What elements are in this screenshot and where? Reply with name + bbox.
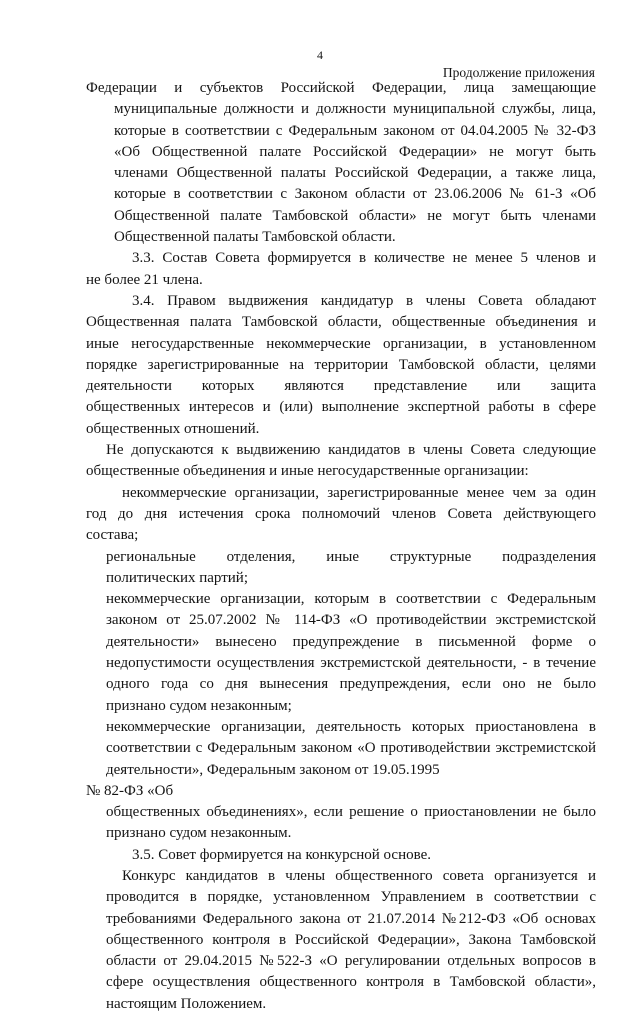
text-line: общественные объединения и иные негосударственные организации:	[86, 463, 529, 480]
paragraph-3-3: 3.3. Состав Совета формируется в количестве не менее 5 членов и	[132, 250, 596, 267]
text-line: общественных интересов и (или) выполнение экспертной работы в сфере	[86, 399, 596, 416]
text-line: Общественной палаты Тамбовской области.	[114, 229, 396, 246]
text-line: год до дня истечения срока полномочий членов Совета действующего	[86, 505, 596, 522]
text-line: общественных объединениях», если решение о приостановлении не было	[106, 804, 596, 821]
continuation-label: Продолжение приложения	[442, 65, 595, 80]
text-line: проводится в порядке, установленном Управлением в соответствии с	[106, 889, 596, 906]
text-line: политических партий;	[106, 569, 248, 586]
text-line: сфере осуществления общественного контроля в Тамбовской области»,	[106, 974, 596, 991]
text-line: деятельности» вынесено предупреждение в письменной форме о	[106, 633, 596, 650]
text-line: деятельности», Федеральным законом от 19.05.1995	[106, 761, 440, 778]
paragraph-3-4: 3.4. Правом выдвижения кандидатур в члены Совета обладают	[132, 292, 596, 309]
text-line: недопустимости осуществления экстремистской деятельности, - в течение	[106, 655, 596, 672]
text-line: соответствии с Федеральным законом «О противодействии экстремистской	[106, 740, 596, 757]
text-line: Не допускаются к выдвижению кандидатов в члены Совета следующие	[106, 442, 596, 459]
text-line: которые в соответствии с Законом области от 23.06.2006 № 61-З «Об	[114, 186, 596, 203]
text-line: признано судом незаконным;	[106, 697, 292, 714]
text-line: муниципальные должности и должности муниципальной службы, лица,	[114, 101, 596, 118]
list-item: некоммерческие организации, которым в соответствии с Федеральным	[106, 591, 596, 608]
text-line: членами Общественной палаты Российской Федерации, а также лица,	[114, 165, 596, 182]
text-line: иные негосударственные некоммерческие организации, в установленном	[86, 335, 596, 352]
text-line: Федерации и субъектов Российской Федерации, лица замещающие	[86, 80, 596, 96]
text-line: № 82-ФЗ «Об	[86, 782, 174, 799]
text-line: признано судом незаконным.	[106, 825, 292, 842]
text-line: общественного контроля в Российской Федерации», Закона Тамбовской	[106, 931, 596, 948]
page-number: 4	[317, 48, 323, 62]
list-item: некоммерческие организации, деятельность которых приостановлена в	[106, 718, 596, 735]
text-line: Конкурс кандидатов в члены общественного совета организуется и	[122, 867, 596, 884]
document-body	[86, 78, 596, 1015]
text-line: состава;	[86, 527, 139, 544]
text-line: Общественная палата Тамбовской области, общественные объединения и	[86, 314, 596, 331]
text-line: настоящим Положением.	[106, 995, 267, 1012]
text-line: деятельности которых являются представление или защита	[86, 378, 596, 395]
text-line: требованиями Федерального закона от 21.07.2014 №212-ФЗ «Об основах	[106, 910, 596, 927]
text-line: Общественной палате Тамбовской области» не могут быть членами	[114, 207, 596, 224]
text-line: «Об Общественной палате Российской Федерации» не могут быть	[114, 143, 596, 160]
text-line: общественных отношений.	[86, 420, 260, 437]
text-line: порядке зарегистрированные на территории Тамбовской области, целями	[86, 356, 596, 373]
text-line: одного года со дня вынесения предупреждения, если оно не было	[106, 676, 596, 693]
list-item: региональные отделения, иные структурные подразделения	[106, 548, 596, 565]
list-item: некоммерческие организации, зарегистрированные менее чем за один	[122, 484, 596, 501]
paragraph-3-5: 3.5. Совет формируется на конкурсной основе.	[132, 846, 432, 863]
text-line: не более 21 члена.	[86, 271, 203, 288]
text-line: области от 29.04.2015 №522-З «О регулировании отдельных вопросов в	[106, 953, 596, 970]
text-line: которые в соответствии с Федеральным законом от 04.04.2005 № 32-ФЗ	[114, 122, 596, 139]
text-line: законом от 25.07.2002 № 114-ФЗ «О противодействии экстремистской	[106, 612, 596, 629]
